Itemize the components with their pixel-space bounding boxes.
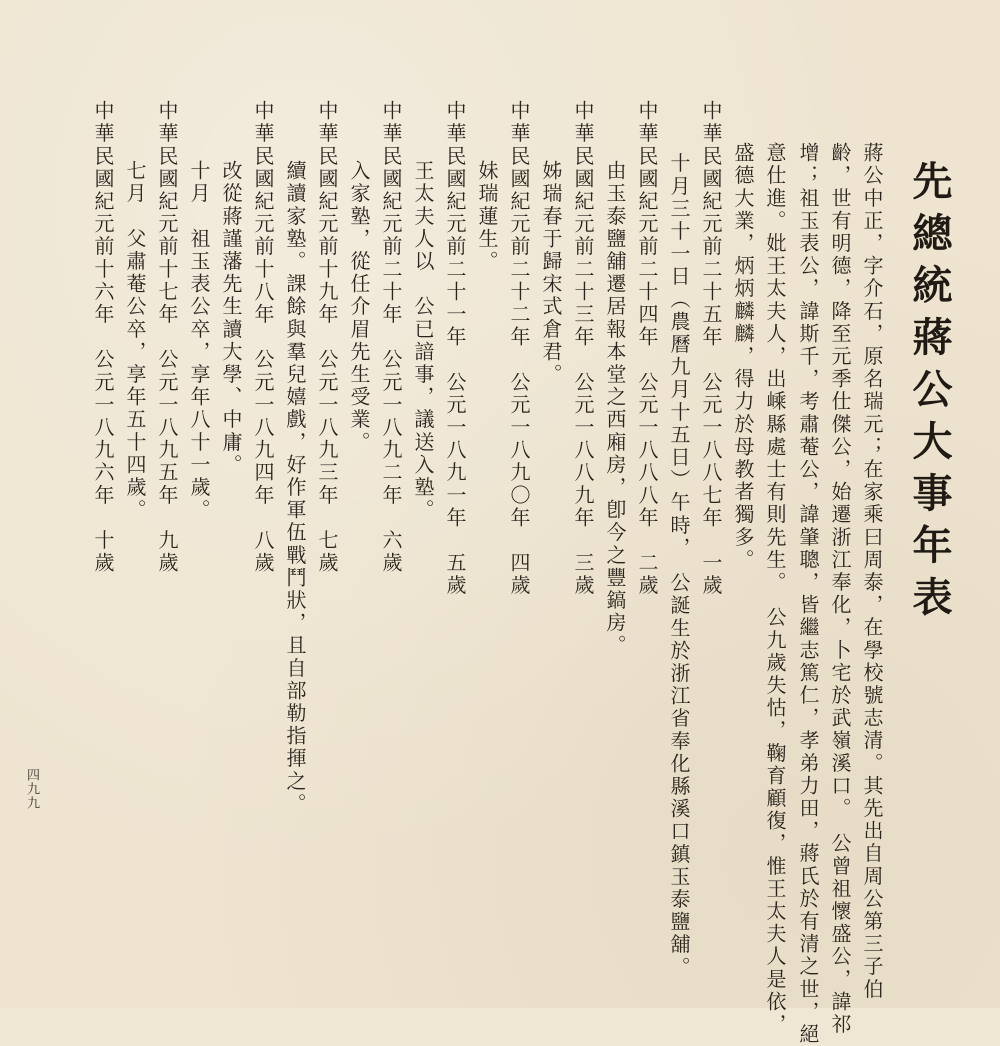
year-heading: 中華民國紀元前二十二年 公元一八九〇年 四歲 [507, 100, 531, 598]
entry-body: 改從蔣謹藩先生讀大學、中庸。 [219, 160, 243, 477]
entry-body: 七月 父肅菴公卒，享年五十四歲。 [123, 160, 147, 522]
entry-body: 妹瑞蓮生。 [475, 160, 499, 273]
year-heading: 中華民國紀元前二十五年 公元一八八七年 一歲 [699, 100, 723, 598]
year-heading: 中華民國紀元前二十四年 公元一八八八年 二歲 [635, 100, 659, 598]
year-heading: 中華民國紀元前十六年 公元一八九六年 十歲 [91, 100, 115, 575]
document-title: 先總統蔣公大事年表 [906, 160, 953, 628]
entry-body: 十月三十一日（農曆九月十五日）午時， 公誕生於浙江省奉化縣溪口鎮玉泰鹽舖。 [667, 130, 691, 979]
entry-body: 入家塾，從任介眉先生受業。 [347, 160, 371, 454]
entry-body: 十月 祖玉表公卒，享年八十一歲。 [187, 160, 211, 522]
intro-line: 盛德大業，炳炳麟麟，得力於母教者獨多。 [731, 142, 755, 572]
year-heading: 中華民國紀元前十九年 公元一八九三年 七歲 [315, 100, 339, 575]
year-heading: 中華民國紀元前二十三年 公元一八八九年 三歲 [571, 100, 595, 598]
year-heading: 中華民國紀元前二十年 公元一八九二年 六歲 [379, 100, 403, 575]
entry-body: 由玉泰鹽舖遷居報本堂之西廂房，卽今之豐鎬房。 [603, 160, 627, 658]
entry-body: 續讀家塾。課餘與羣兒嬉戲，好作軍伍戰鬥狀，且自部勒指揮之。 [283, 160, 307, 816]
page-number: 四九九 [24, 768, 39, 810]
intro-line: 意仕進。妣王太夫人，出嵊縣處士有則先生。 公九歲失怙，鞠育顧復，惟王太夫人是依， [763, 142, 787, 1036]
entry-body: 王太夫人以 公已諳事，議送入塾。 [411, 160, 435, 522]
intro-line: 蔣公中正，字介石，原名瑞元；在家乘曰周泰，在學校號志清。其先出自周公第三子伯 [860, 142, 884, 1001]
year-heading: 中華民國紀元前十七年 公元一八九五年 九歲 [155, 100, 179, 575]
intro-line: 齡，世有明德，降至元季仕傑公，始遷浙江奉化，卜宅於武嶺溪口。 公曾祖懷盛公，諱祁 [828, 142, 852, 1036]
year-heading: 中華民國紀元前二十一年 公元一八九一年 五歲 [443, 100, 467, 598]
intro-line: 增；祖玉表公，諱斯千，考肅菴公，諱肇聰，皆繼志篤仁，孝弟力田，蔣氏於有清之世，絕 [796, 142, 820, 1046]
year-heading: 中華民國紀元前十八年 公元一八九四年 八歲 [251, 100, 275, 575]
entry-body: 姊瑞春于歸宋式倉君。 [539, 160, 563, 386]
